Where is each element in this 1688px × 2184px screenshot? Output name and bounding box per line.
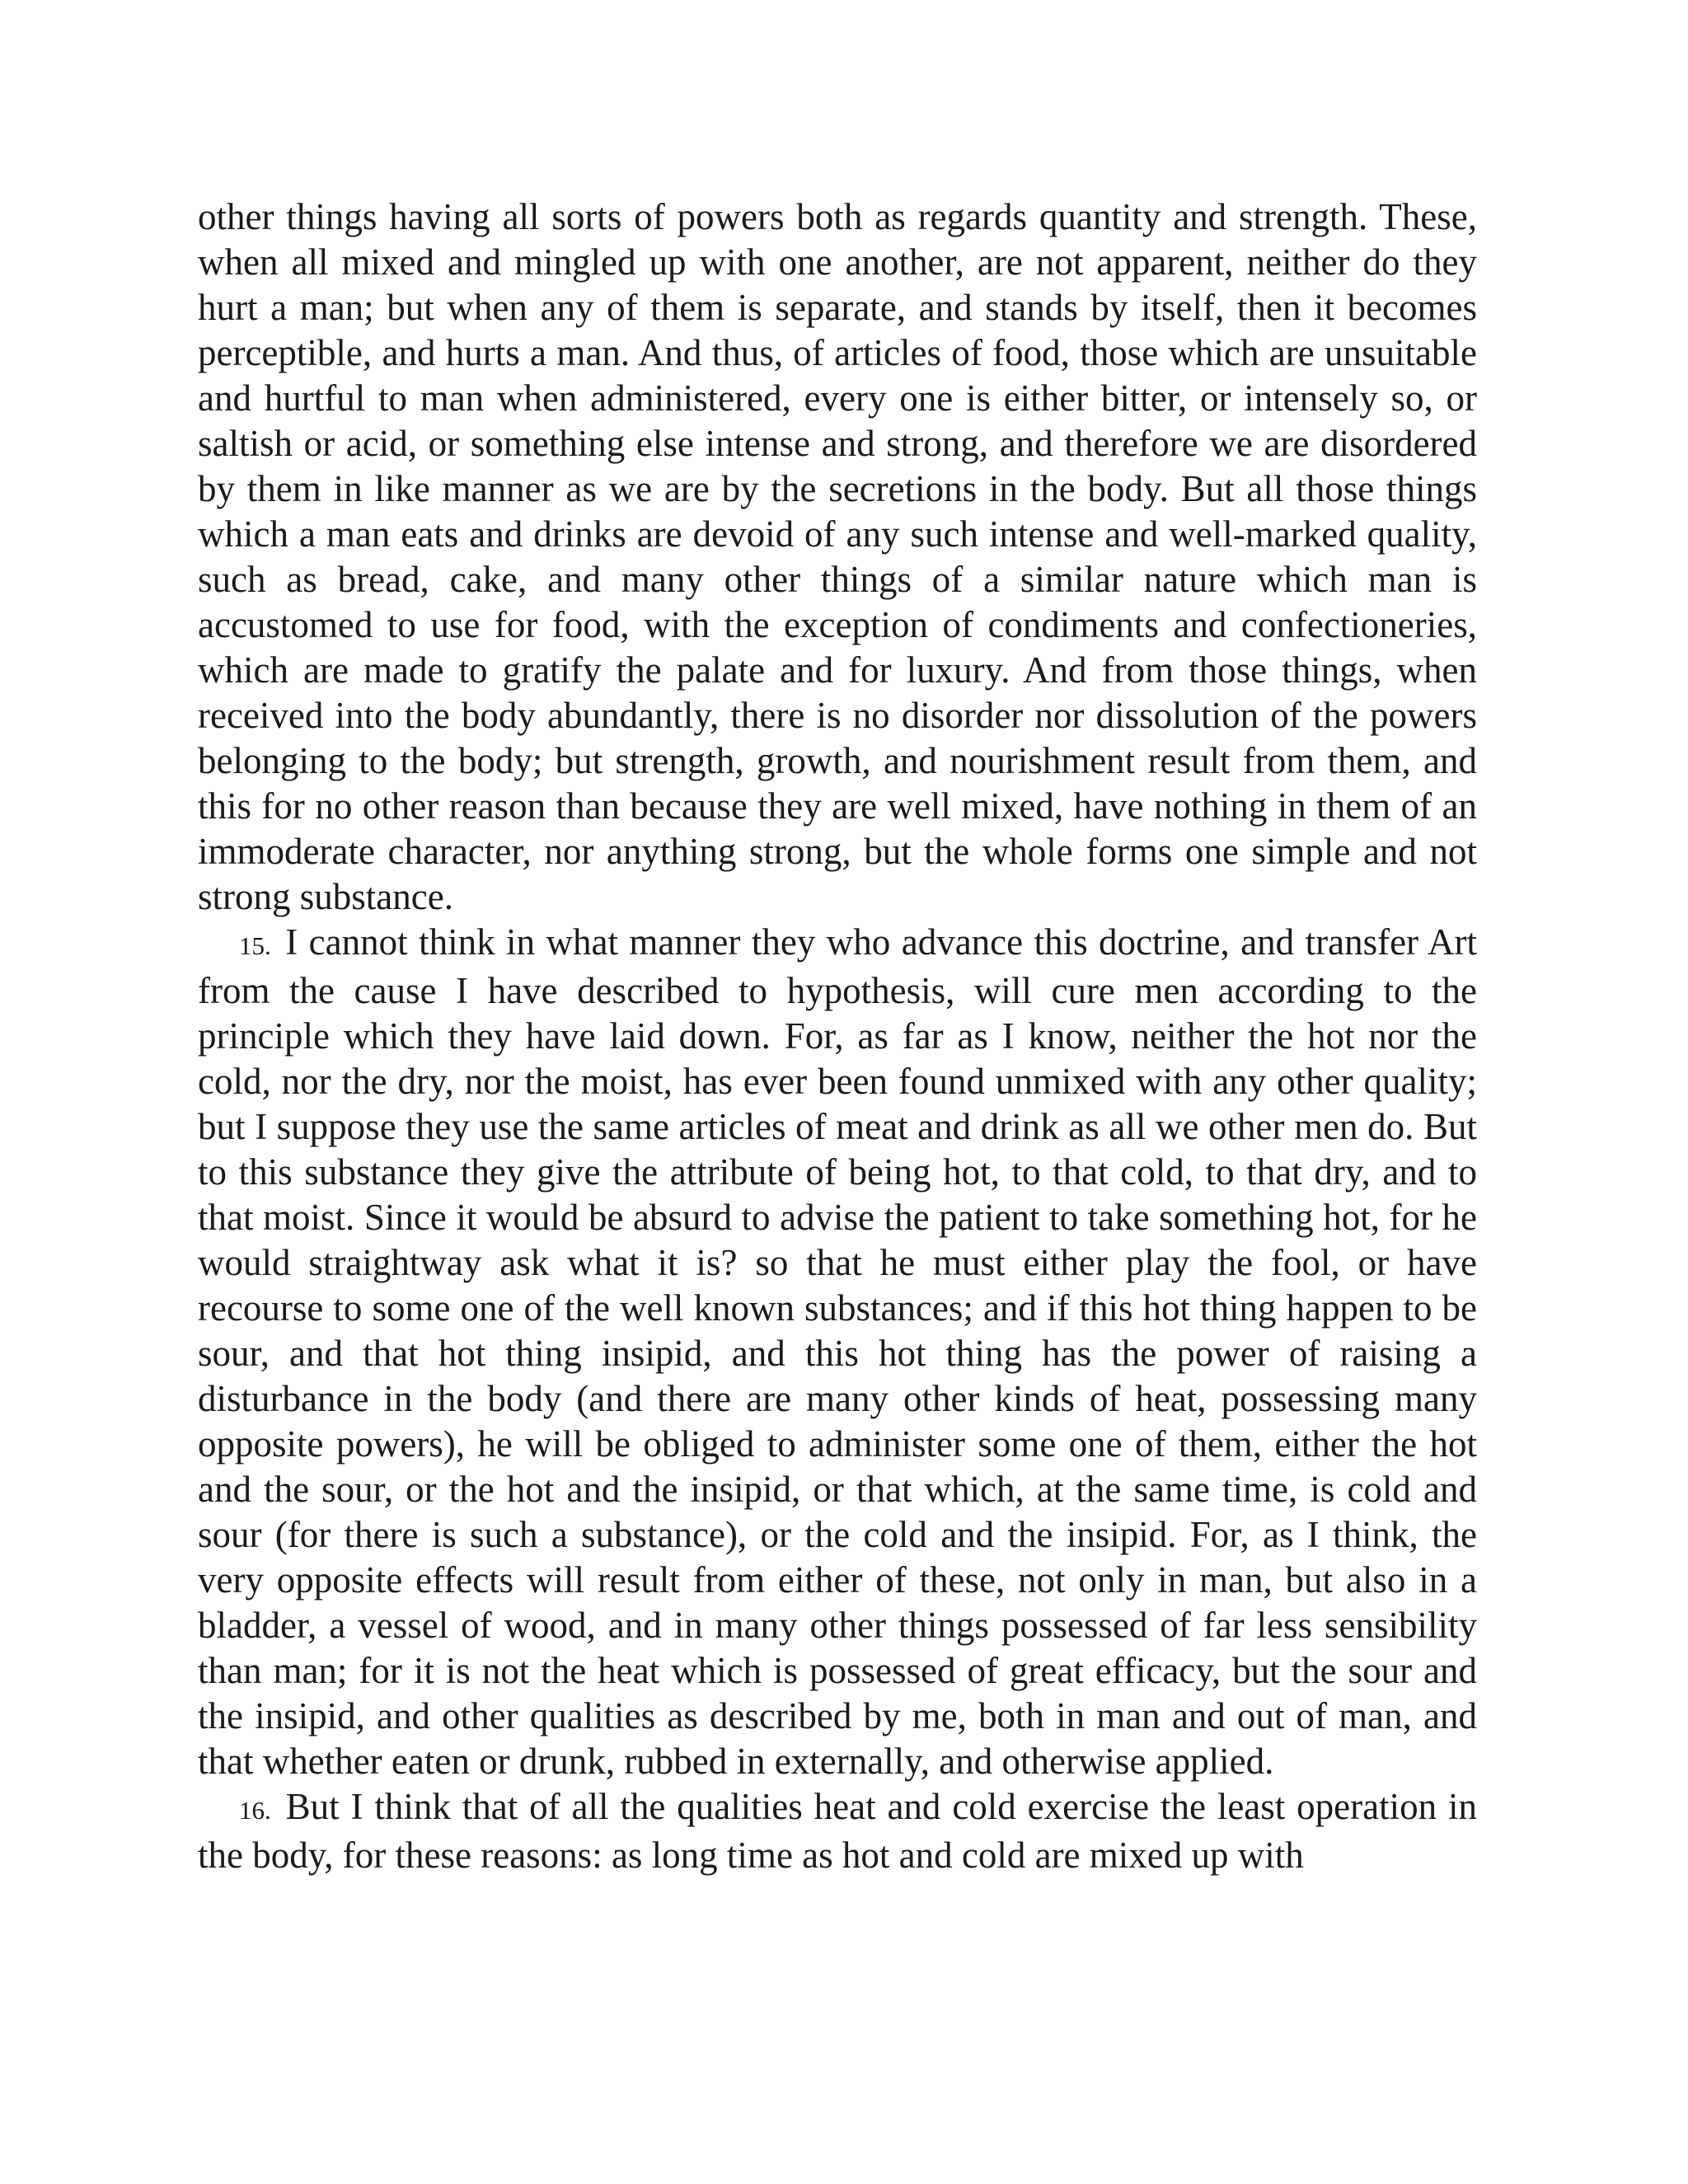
paragraph-text: But I think that of all the qualities heat and cold exercise the least operation in the body, for these reasons: as long time as hot and cold are mixed up with <box>198 1786 1478 1876</box>
paragraph-text: I cannot think in what manner they who advance this doctrine, and transfer Art from the cause I have described to hypothesis, will cure men according to the principle which they have laid down. For, as far as I know, neither the hot nor the cold, nor the dry, nor the moist, has ever been found unmixed with any other quality; but I suppose they use the same articles of meat and drink as all we other men do. But to this substance they give the attribute of being hot, to that cold, to that dry, and to that moist. Since it would be absurd to advise the patient to take something hot, for he would straightway ask what it is? so that he must either play the fool, or have recourse to some one of the well known substances; and if this hot thing happen to be sour, and that hot thing insipid, and this hot thing has the power of raising a disturbance in the body (and there are many other kinds of heat, possessing many opposite powers), he will be obliged to administer some one of them, either the hot and the sour, or the hot and the insipid, or that which, at the same time, is cold and sour (for there is such a substance), or the cold and the insipid. For, as I think, the very opposite effects will result from either of these, not only in man, but also in a bladder, a vessel of wood, and in many other things possessed of far less sensibility than man; for it is not the heat which is possessed of great efficacy, but the sour and the insipid, and other qualities as described by me, both in man and out of man, and that whether eaten or drunk, rubbed in externally, and otherwise applied. <box>198 921 1478 1782</box>
paragraph-continued <box>198 194 1477 920</box>
paragraph-section-15 <box>198 920 1477 1784</box>
paragraph-text: other things having all sorts of powers both as regards quantity and strength. These, when all mixed and mingled up with one another, are not apparent, neither do they hurt a man; but when any of them is separate, and stands by itself, then it becomes perceptible, and hurts a man. And thus, of articles of food, those which are unsuitable and hurtful to man when administered, every one is either bitter, or intensely so, or saltish or acid, or something else intense and strong, and therefore we are disordered by them in like manner as we are by the secretions in the body. But all those things which a man eats and drinks are devoid of any such intense and well-marked quality, such as bread, cake, and many other things of a similar nature which man is accustomed to use for food, with the exception of condiments and confectioneries, which are made to gratify the palate and for luxury. And from those things, when received into the body abundantly, there is no disorder nor dissolution of the powers belonging to the body; but strength, growth, and nourishment result from them, and this for no other reason than because they are well mixed, have nothing in them of an immoderate character, nor anything strong, but the whole forms one simple and not strong substance. <box>198 196 1477 917</box>
paragraph-section-16 <box>198 1784 1477 1878</box>
document-page <box>198 194 1477 1878</box>
section-number: 16. <box>239 1796 271 1825</box>
section-number: 15. <box>239 931 271 960</box>
